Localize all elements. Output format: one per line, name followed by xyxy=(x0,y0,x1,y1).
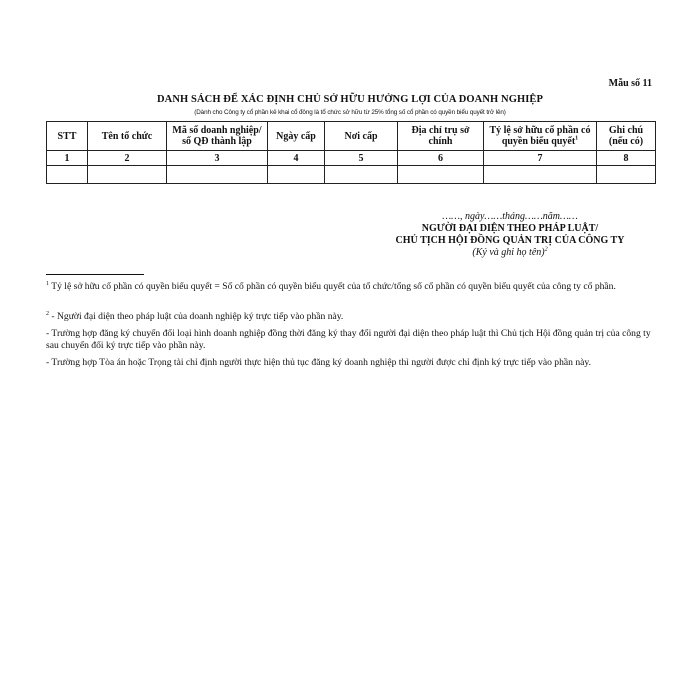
footnote-4: - Trường hợp Tòa án hoặc Trọng tài chỉ định người thực hiện thủ tục đăng ký doanh nghiệp thì người được chỉ định ký trực tiếp vào phần này. xyxy=(46,357,591,368)
table-cell xyxy=(88,166,167,184)
column-number: 4 xyxy=(268,151,325,166)
table-cell xyxy=(484,166,597,184)
footnote-1-marker: 1 xyxy=(46,280,49,287)
header-notes-line1: Ghi chú xyxy=(608,125,644,136)
footnote-1-text: Tỷ lệ sở hữu cổ phần có quyền biểu quyết = Số cổ phần có quyền biểu quyết của tổ chức/tổng số cổ phần có quyền biểu quyết của công ty cổ phần. xyxy=(49,281,616,292)
table-cell xyxy=(597,166,656,184)
beneficial-owner-table xyxy=(46,121,656,184)
header-address-line2: chính xyxy=(428,136,453,147)
date-line: ……, ngày……tháng……năm…… xyxy=(442,211,578,222)
document-title: DANH SÁCH ĐỂ XÁC ĐỊNH CHỦ SỞ HỮU HƯỞNG LỢI CỦA DOANH NGHIỆP xyxy=(156,94,544,105)
header-stt: STT xyxy=(47,122,88,151)
header-issue-date: Ngày cấp xyxy=(268,122,325,151)
signature-note-text: (Ký và ghi họ tên) xyxy=(472,247,545,258)
column-number: 2 xyxy=(88,151,167,166)
header-address xyxy=(398,122,484,151)
header-org-name: Tên tổ chức xyxy=(88,122,167,151)
table-cell xyxy=(268,166,325,184)
footnote-2 xyxy=(46,311,654,323)
column-number: 1 xyxy=(47,151,88,166)
header-enterprise-code-line2: số QĐ thành lập xyxy=(182,136,252,147)
signature-footnote-ref: 2 xyxy=(544,246,548,253)
form-number: Mẫu số 11 xyxy=(608,78,652,89)
signer-role-line1: NGƯỜI ĐẠI DIỆN THEO PHÁP LUẬT/ xyxy=(421,223,599,234)
column-number: 3 xyxy=(167,151,268,166)
header-ownership-ratio xyxy=(484,122,597,151)
document-subtitle: (Dành cho Công ty cổ phần kê khai cổ đông là tổ chức sở hữu từ 25% tổng số cổ phần có quyền biểu quyết trở lên) xyxy=(194,109,506,116)
header-notes-line2: (nếu có) xyxy=(608,136,644,147)
column-number: 6 xyxy=(398,151,484,166)
footnote-1 xyxy=(46,281,654,293)
header-issue-place: Nơi cấp xyxy=(325,122,398,151)
header-notes xyxy=(597,122,656,151)
empty-data-row xyxy=(47,166,656,184)
footnote-3: - Trường hợp đăng ký chuyển đổi loại hình doanh nghiệp đồng thời đăng ký thay đổi người đại diện theo pháp luật thì Chủ tịch Hội đồng quản trị của công ty sau chuyển đổi ký trực tiếp vào phần này. xyxy=(46,328,651,351)
table-cell xyxy=(398,166,484,184)
signer-role-line2: CHỦ TỊCH HỘI ĐỒNG QUẢN TRỊ CỦA CÔNG TY xyxy=(395,235,625,246)
header-enterprise-code xyxy=(167,122,268,151)
header-address-line1: Địa chỉ trụ sở xyxy=(411,125,470,136)
signature-note xyxy=(360,247,660,259)
header-ratio-line1: Tỷ lệ sở hữu cổ phần có xyxy=(489,125,591,136)
column-number-row xyxy=(47,151,656,166)
column-number: 7 xyxy=(484,151,597,166)
column-number: 8 xyxy=(597,151,656,166)
signature-block xyxy=(360,211,660,259)
footnote-2-marker: 2 xyxy=(46,310,49,317)
header-enterprise-code-line1: Mã số doanh nghiệp/ xyxy=(172,125,262,136)
header-ratio-line2: quyền biểu quyết xyxy=(501,136,576,147)
table-header-row xyxy=(47,122,656,151)
footnote-divider xyxy=(46,274,144,275)
header-ratio-footnote-ref: 1 xyxy=(575,135,579,142)
table-cell xyxy=(47,166,88,184)
column-number: 5 xyxy=(325,151,398,166)
table-cell xyxy=(325,166,398,184)
footnote-2-text: - Người đại diện theo pháp luật của doanh nghiệp ký trực tiếp vào phần này. xyxy=(49,311,344,322)
table-cell xyxy=(167,166,268,184)
